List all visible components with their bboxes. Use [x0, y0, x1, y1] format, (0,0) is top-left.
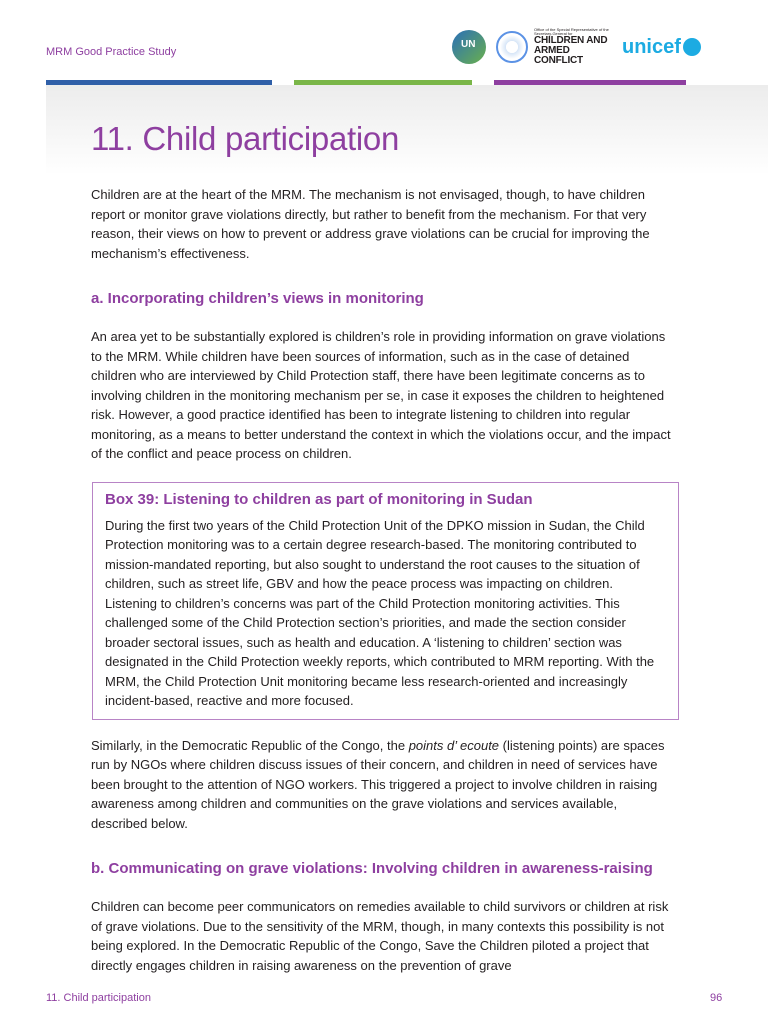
srsg-office-text: Office of the Special Representative of the Secretary-General for [534, 27, 609, 36]
section-b-heading: b. Communicating on grave violations: Involving children in awareness-raising [91, 860, 653, 877]
box-heading: Box 39: Listening to children as part of monitoring in Sudan [105, 490, 533, 508]
unicef-text: unicef [622, 35, 681, 58]
unicef-logo [622, 36, 701, 59]
section-a-heading: a. Incorporating children’s views in monitoring [91, 290, 424, 307]
page-number: 96 [710, 992, 723, 1004]
box-39 [92, 482, 679, 720]
page-content [91, 120, 671, 975]
intro-paragraph: Children are at the heart of the MRM. The mechanism is not envisaged, though, to have children report or monitor grave violations directly, but rather to benefit from the mechanism. For that very reason, their views on how to prevent or address grave violations can be crucial for improving the mechanism’s effectiveness. [91, 187, 650, 261]
srsg-caac-logo [534, 28, 618, 66]
section-a-paragraph: An area yet to be substantially explored is children’s role in providing information on grave violations to the MRM. While children have been sources of information, such as in the case of detained children who are interviewed by Child Protection staff, there have been legitimate concerns as to involving children in the monitoring mechanism per se, in case it exposes the children to heightened risk. However, a good practice identified has been to integrate listening to children into regular monitoring, as a means to better understand the context in which the violations occur, and the impact of the conflict and peace process on children. [91, 329, 671, 461]
drc-italic-term: points d’ ecoute [408, 737, 500, 753]
drc-text-before: Similarly, in the Democratic Republic of the Congo, the [91, 737, 409, 753]
box-body: During the first two years of the Child Protection Unit of the DPKO mission in Sudan, the Child Protection monitoring was to a certain degree research-based. The monitoring contributed to mission-mandated reporting, but also sought to understand the root causes to the situation of children, such as street life, GBV and how the peace process was impacting on children. Listening to children’s concerns was part of the Child Protection monitoring activities. This challenged some of the Child Protection section’s priorities, and made the section consider broader sectoral issues, such as health and education. A ‘listening to children’ section was designated in the Child Protection weekly reports, which contributed to MRM reporting. With the MRM, the Child Protection Unit monitoring became less research-oriented and increasingly incident-based, reactive and more focused. [105, 517, 655, 708]
srsg-line1: CHILDREN AND [534, 35, 608, 46]
drc-text-after: (listening points) are spaces run by NGOs where children discuss issues of their concern, and children in need of services have been brought to the attention of NGO workers. This triggered a project to involve children in raising awareness among children and communities on the grave violations and services available, described below. [91, 737, 665, 831]
footer-chapter: 11. Child participation [46, 992, 151, 1004]
running-header: MRM Good Practice Study [46, 46, 177, 58]
un-emblem-icon [496, 31, 528, 63]
partner-logos [452, 28, 701, 66]
unicef-emblem-icon [683, 38, 701, 56]
section-b-paragraph: Children can become peer communicators on remedies available to child survivors or children at risk of grave violations. Due to the sensitivity of the MRM, though, in many contexts this possibility is not being explored. In the Democratic Republic of the Congo, Save the Children piloted a project that directly engages children in raising awareness on the prevention of grave [91, 899, 669, 973]
srsg-line2: ARMED CONFLICT [534, 45, 583, 66]
page-title: 11. Child participation [91, 120, 400, 157]
un-peacekeeping-logo [452, 30, 486, 64]
drc-paragraph [91, 736, 671, 834]
un-logo-text: UN [461, 39, 476, 50]
